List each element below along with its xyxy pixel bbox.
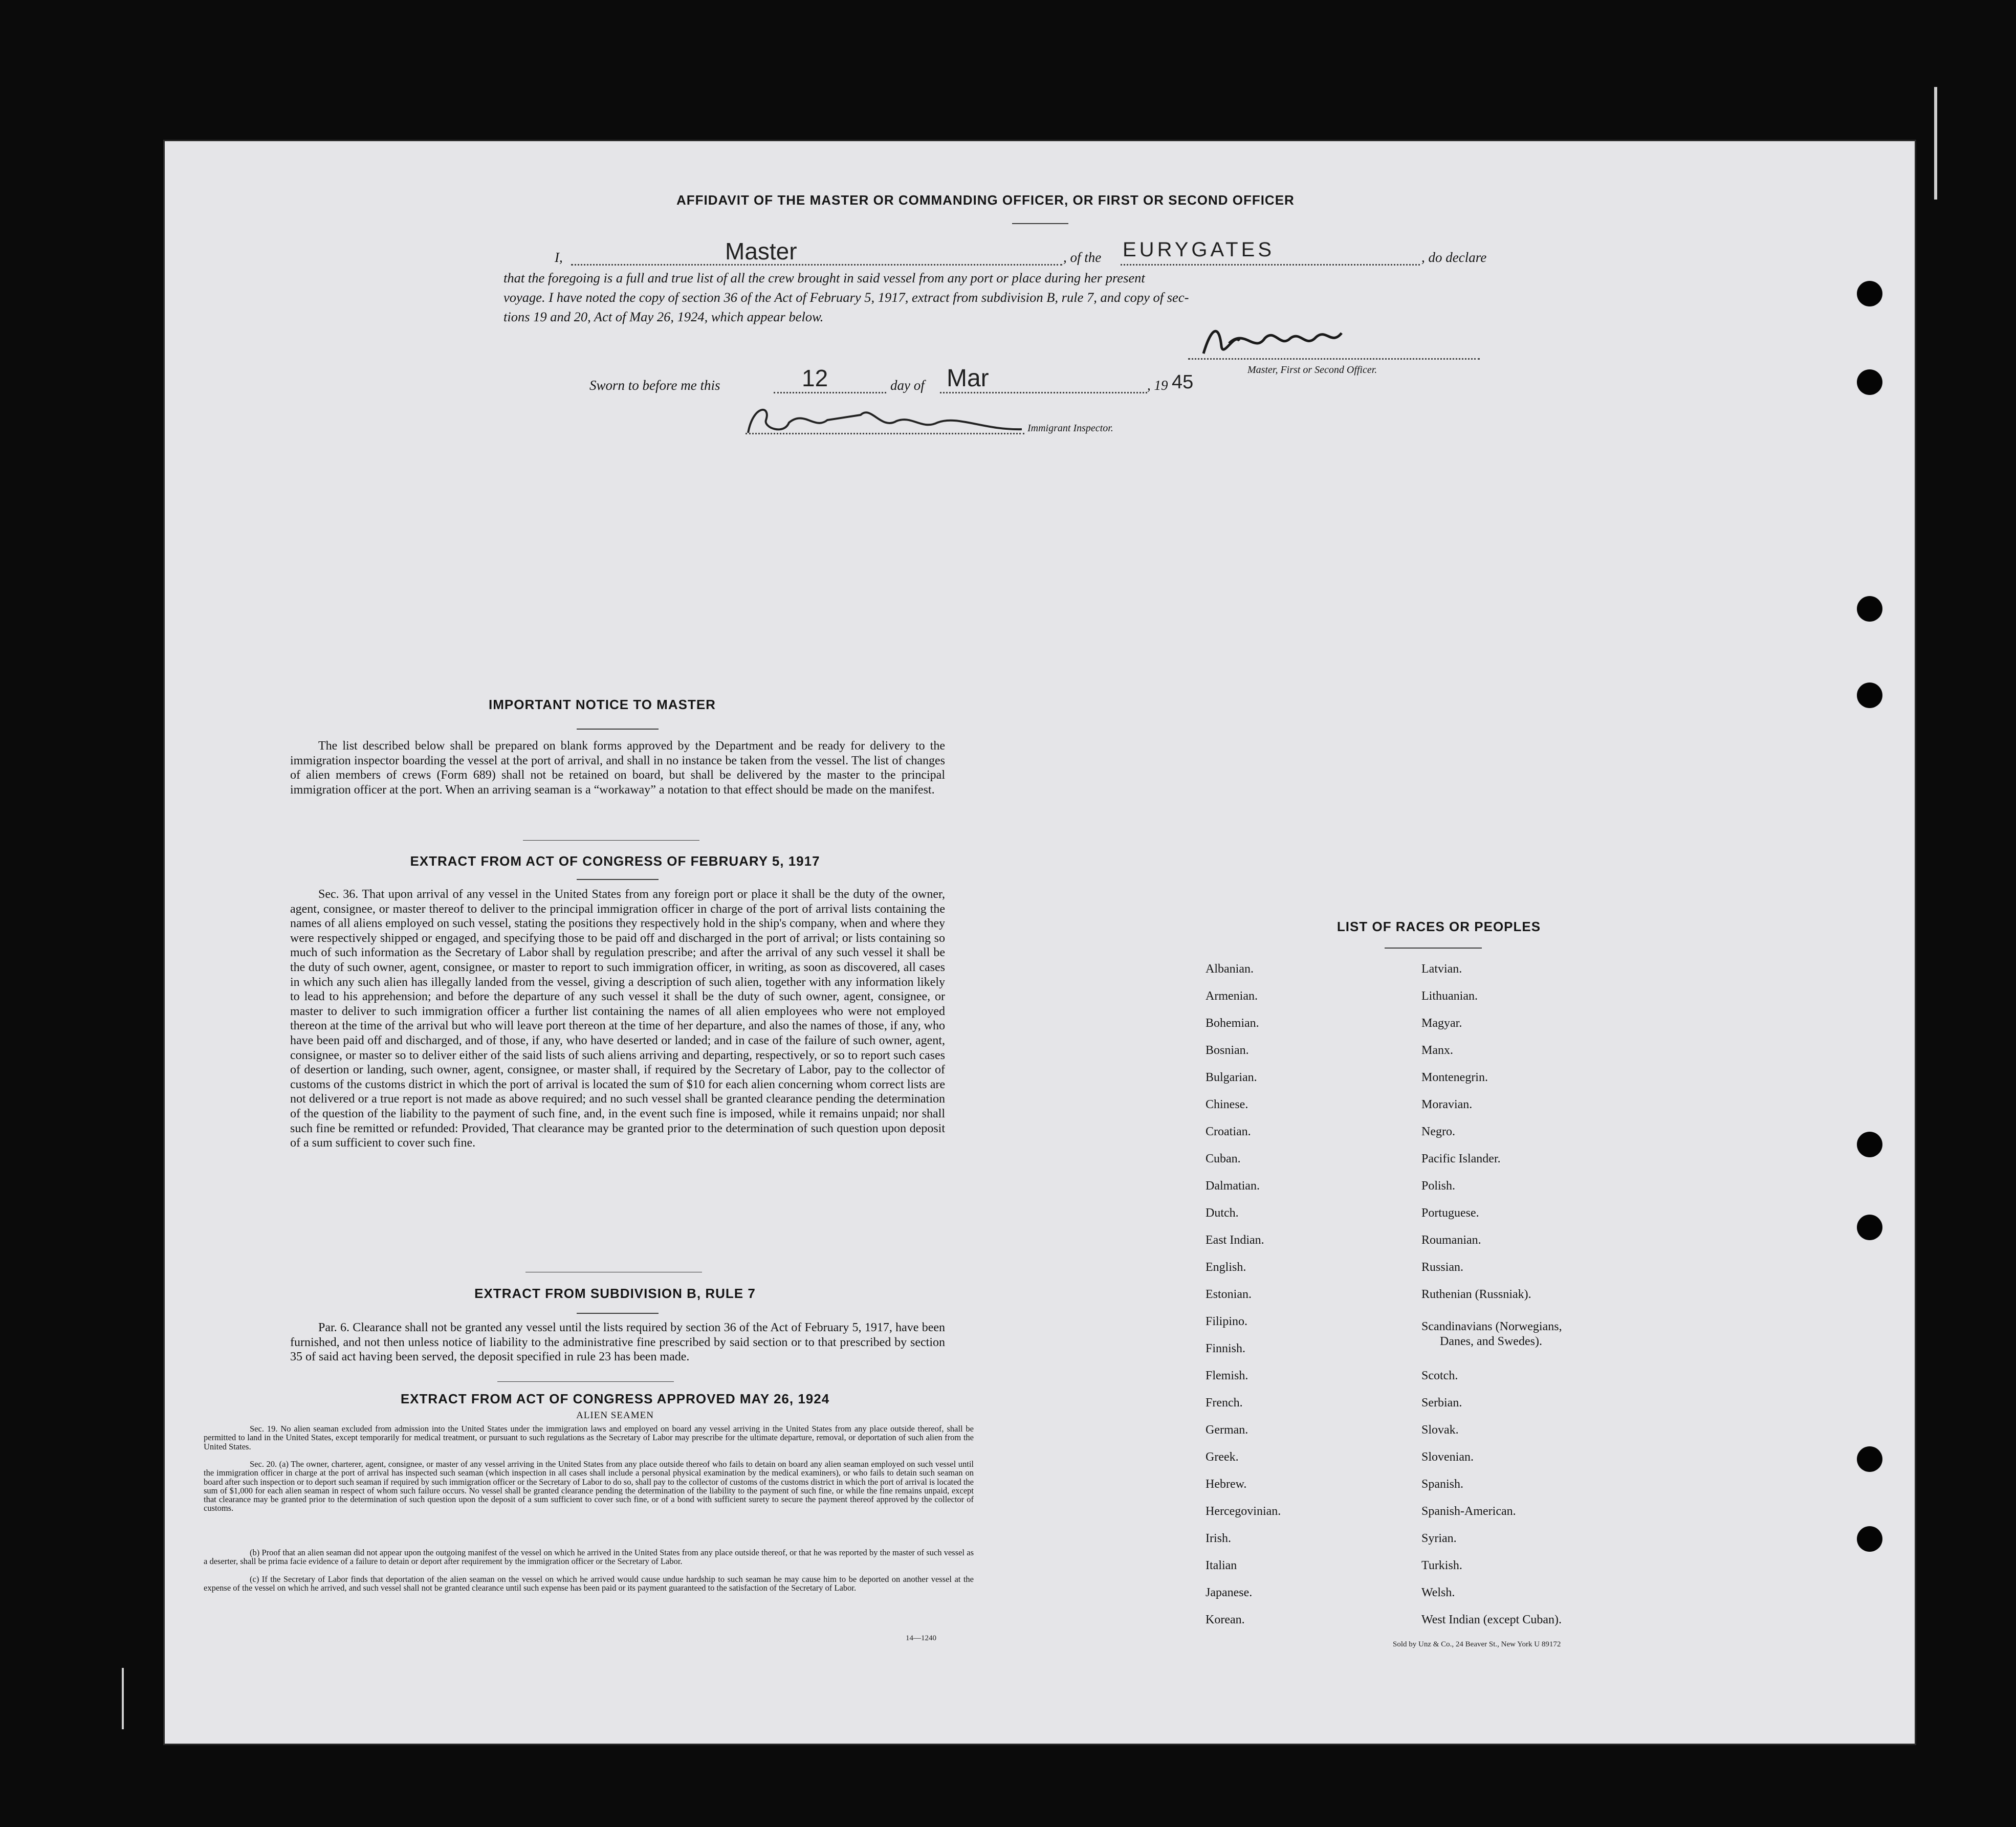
extract1924-sec20c: (c) If the Secretary of Labor finds that deportation of the alien seaman on the vessel on which he arrived would cause undue hardship to such seaman he may cause him to be deported on another vessel at the expense of the vessel on which he arrived, and such vessel shall not be granted clearance until such expense has been paid or its payment guaranteed to the satisfaction of the Secretary of Labor. (204, 1574, 974, 1593)
extract1917-text: Sec. 36. That upon arrival of any vessel in the United States from any foreign port or place it shall be the duty of the owner, agent, consignee, or master thereof to deliver to the principal immigration officer in charge of the port of arrival lists containing the names of all aliens employed on such vessel, stating the positions they respectively hold in the ship's company, when and where they were respectively shipped or engaged, and specifying those to be paid off and discharged in the port of arrival; or lists containing so much of such information as the Secretary of Labor shall by regulation prescribe; and after the arrival of any such vessel it shall be the duty of such owner, agent, consignee, or master to report to such immigration officer, in writing, as soon as discovered, all cases in which any such alien has illegally landed from the vessel, giving a description of such alien, together with any information likely to lead to his apprehension; and before the departure of any such vessel it shall be the duty of such owner, agent, consignee, or master to deliver to such immigration officer a further list containing the names of all alien employees who were not employed thereon at the time of the arrival but who will leave port thereon at the time of her departure, and also the names of those, if any, who have been paid off and discharged, and of those, if any, who have deserted or landed; and in case of the failure of such owner, agent, consignee, or master so to deliver either of the said lists of such aliens arriving and departing, respectively, or so to report such cases of desertion or landing, such owner, agent, consignee, or master shall, if required by the Secretary of Labor, pay to the collector of customs of the customs district in which the port of arrival is located the sum of $10 for each alien concerning whom correct lists are not delivered or a true report is not made as above required; and no such vessel shall be granted clearance pending the determination of the question of the liability to the payment of such fine, and, in the event such fine is imposed, while it remains unpaid; nor shall such fine be remitted or refunded: Provided, That clearance may be granted prior to the determination of such question upon deposit of a sum sufficient to cover such fine. (290, 888, 945, 1150)
sold-by-note: Sold by Unz & Co., 24 Beaver St., New York U 89172 (1393, 1640, 1561, 1648)
vessel-handwritten: EURYGATES (1123, 238, 1275, 261)
race-right-item: Slovenian. (1421, 1450, 1474, 1464)
race-left-item: Bohemian. (1206, 1017, 1259, 1030)
inspector-signature-text (753, 412, 756, 413)
race-right-item: Danes, and Swedes). (1440, 1335, 1542, 1348)
extract1924-sec19: Sec. 19. No alien seaman excluded from admission into the United States under the immigration laws and employed on board any vessel arriving in the United States from any place outside thereof, shall be permitted to land in the United States, except temporarily for medical treatment, or pursuant to such regulations as the Secretary of Labor may prescribe for the ultimate departure, removal, or deportation of such alien from the United States. (204, 1424, 974, 1451)
form-page (165, 141, 1915, 1744)
rule7-end-rule (497, 1381, 674, 1382)
rule7-title-rule (577, 1313, 659, 1314)
of-the-label: , of the (1063, 250, 1102, 265)
race-left-item: Hercegovinian. (1206, 1505, 1281, 1518)
race-left-item: Irish. (1206, 1532, 1231, 1545)
name-blank (571, 264, 1062, 266)
race-left-item: Estonian. (1206, 1288, 1252, 1301)
race-left-item: Cuban. (1206, 1152, 1241, 1165)
sworn-day-blank (774, 392, 886, 393)
race-right-item: Montenegrin. (1421, 1071, 1488, 1084)
affidavit-i-label: I, (555, 250, 563, 265)
scan-artifact (1934, 87, 1937, 200)
punch-hole (1857, 1526, 1882, 1552)
race-right-item: Lithuanian. (1421, 989, 1478, 1003)
race-left-item: German. (1206, 1423, 1248, 1437)
race-right-item: Manx. (1421, 1044, 1453, 1057)
extract1924-subtitle: ALIEN SEAMEN (576, 1410, 654, 1421)
signature-blank (1188, 358, 1480, 360)
signature-label: Master, First or Second Officer. (1247, 364, 1377, 376)
year-handwritten: 45 (1172, 371, 1194, 393)
race-right-item: Scotch. (1421, 1369, 1458, 1382)
race-right-item: Polish. (1421, 1179, 1456, 1193)
affidavit-body-line1: that the foregoing is a full and true list of all the crew brought in said vessel from any port or place during her present (503, 270, 1145, 285)
race-left-item: Korean. (1206, 1613, 1245, 1626)
race-left-item: Albanian. (1206, 962, 1254, 976)
extract1917-title-rule (577, 879, 659, 880)
notice-title: IMPORTANT NOTICE TO MASTER (489, 697, 716, 712)
race-right-item: Magyar. (1421, 1017, 1462, 1030)
race-left-item: Greek. (1206, 1450, 1239, 1464)
notice-rule (523, 840, 699, 841)
punch-hole (1857, 1215, 1882, 1240)
sworn-label: Sworn to before me this (589, 378, 720, 393)
vessel-blank (1121, 264, 1420, 266)
race-right-item: Scandinavians (Norwegians, (1421, 1320, 1562, 1333)
sworn-month-handwritten: Mar (947, 365, 989, 392)
races-title: LIST OF RACES OR PEOPLES (1336, 919, 1541, 934)
affidavit-title: AFFIDAVIT OF THE MASTER OR COMMANDING OFFICER, OR FIRST OR SECOND OFFICER (676, 192, 1295, 208)
race-left-item: Dalmatian. (1206, 1179, 1260, 1193)
notice-title-rule (577, 729, 659, 730)
race-left-item: English. (1206, 1261, 1246, 1274)
affidavit-body-line3: tions 19 and 20, Act of May 26, 1924, which appear below. (503, 309, 824, 324)
year-prefix-label: , 19 (1147, 378, 1168, 393)
race-left-item: Finnish. (1206, 1342, 1246, 1355)
do-declare-label: , do declare (1421, 250, 1487, 265)
race-right-item: Slovak. (1421, 1423, 1459, 1437)
race-right-item: Turkish. (1421, 1559, 1462, 1572)
race-left-item: Italian (1206, 1559, 1237, 1572)
punch-hole (1857, 596, 1882, 622)
race-left-item: Japanese. (1206, 1586, 1253, 1599)
races-title-rule (1385, 948, 1482, 949)
race-left-item: Bosnian. (1206, 1044, 1249, 1057)
affidavit-body-line2: voyage. I have noted the copy of section 36 of the Act of February 5, 1917, extract from subdivision B, rule 7, and copy of sec- (503, 290, 1189, 305)
race-left-item: Bulgarian. (1206, 1071, 1257, 1084)
race-right-item: Latvian. (1421, 962, 1462, 976)
race-right-item: Spanish. (1421, 1478, 1464, 1491)
race-right-item: West Indian (except Cuban). (1421, 1613, 1562, 1626)
scan-artifact (122, 1668, 124, 1729)
punch-hole (1857, 369, 1882, 395)
sworn-day-handwritten: 12 (802, 365, 828, 391)
affidavit-title-rule (1012, 223, 1068, 224)
race-left-item: Chinese. (1206, 1098, 1248, 1111)
race-left-item: Filipino. (1206, 1315, 1248, 1328)
extract1924-sec20a: Sec. 20. (a) The owner, charterer, agent, consignee, or master of any vessel arriving in the United States from any place outside thereof who fails to detain on board any alien seaman employed on such vessel until the immigration officer in charge at the port of arrival has inspected such seaman (which inspection in all cases shall include a personal physical examination by the medical examiners), or who fails to detain such seaman on board after such inspection or to deport such seaman if required by such immigration officer or the Secretary of Labor to do so, shall pay to the collector of customs of the customs district in which the port of arrival is located the sum of $1,000 for each alien seaman in respect of whom such failure occurs. No vessel shall be granted clearance pending the determination of the liability to the payment of such fine, or while the fine remains unpaid, except that clearance may be granted prior to the determination of such question upon the deposit of a sum sufficient to cover such fine, or of a bond with sufficient surety to secure the payment thereof approved by the collector of customs. (204, 1459, 974, 1513)
race-right-item: Russian. (1421, 1261, 1464, 1274)
rule7-title: EXTRACT FROM SUBDIVISION B, RULE 7 (474, 1286, 756, 1301)
extract1924-title: EXTRACT FROM ACT OF CONGRESS APPROVED MAY 26, 1924 (400, 1391, 830, 1406)
punch-hole (1857, 281, 1882, 306)
punch-hole (1857, 1446, 1882, 1472)
race-right-item: Serbian. (1421, 1396, 1462, 1410)
race-left-item: French. (1206, 1396, 1243, 1410)
master-signature-scribble (1198, 318, 1362, 364)
race-right-item: Moravian. (1421, 1098, 1473, 1111)
race-left-item: Armenian. (1206, 989, 1258, 1003)
race-right-item: Spanish-American. (1421, 1505, 1516, 1518)
name-handwritten: Master (725, 238, 797, 265)
form-number: 14—1240 (906, 1634, 936, 1642)
inspector-label: Immigrant Inspector. (1027, 423, 1113, 434)
race-right-item: Pacific Islander. (1421, 1152, 1501, 1165)
inspector-signature-scribble (743, 400, 1029, 441)
race-right-item: Negro. (1421, 1125, 1455, 1138)
race-left-item: Dutch. (1206, 1206, 1239, 1220)
race-right-item: Syrian. (1421, 1532, 1457, 1545)
extract1924-sec20b: (b) Proof that an alien seaman did not appear upon the outgoing manifest of the vessel on which he arrived in the United States from any place outside thereof, or that he was reported by the master of such vessel as a deserter, shall be prima facie evidence of a failure to detain or deport after requirement by the immigration officer or the Secretary of Labor. (204, 1548, 974, 1567)
extract1917-title: EXTRACT FROM ACT OF CONGRESS OF FEBRUARY 5, 1917 (410, 853, 820, 869)
race-left-item: East Indian. (1206, 1234, 1264, 1247)
day-of-label: day of (890, 378, 925, 393)
race-left-item: Hebrew. (1206, 1478, 1247, 1491)
race-right-item: Portuguese. (1421, 1206, 1479, 1220)
race-left-item: Flemish. (1206, 1369, 1248, 1382)
rule7-text: Par. 6. Clearance shall not be granted any vessel until the lists required by section 36 of the Act of February 5, 1917, have been furnished, and not then unless notice of liability to the administrative fine prescribed by said section or to that prescribed by section 35 of said act having been served, the deposit specified in rule 23 has been made. (290, 1321, 945, 1364)
punch-hole (1857, 1132, 1882, 1157)
race-right-item: Welsh. (1421, 1586, 1455, 1599)
race-right-item: Roumanian. (1421, 1234, 1481, 1247)
race-left-item: Croatian. (1206, 1125, 1251, 1138)
notice-text: The list described below shall be prepared on blank forms approved by the Department and be ready for delivery to the immigration inspector boarding the vessel at the port of arrival, and shall in no instance be taken from the vessel. The list of changes of alien members of crews (Form 689) shall not be retained on board, but shall be delivered by the master to the principal immigration officer at the port. When an arriving seaman is a “workaway” a notation to that effect should be made on the manifest. (290, 739, 945, 797)
punch-hole (1857, 683, 1882, 708)
race-right-item: Ruthenian (Russniak). (1421, 1288, 1531, 1301)
